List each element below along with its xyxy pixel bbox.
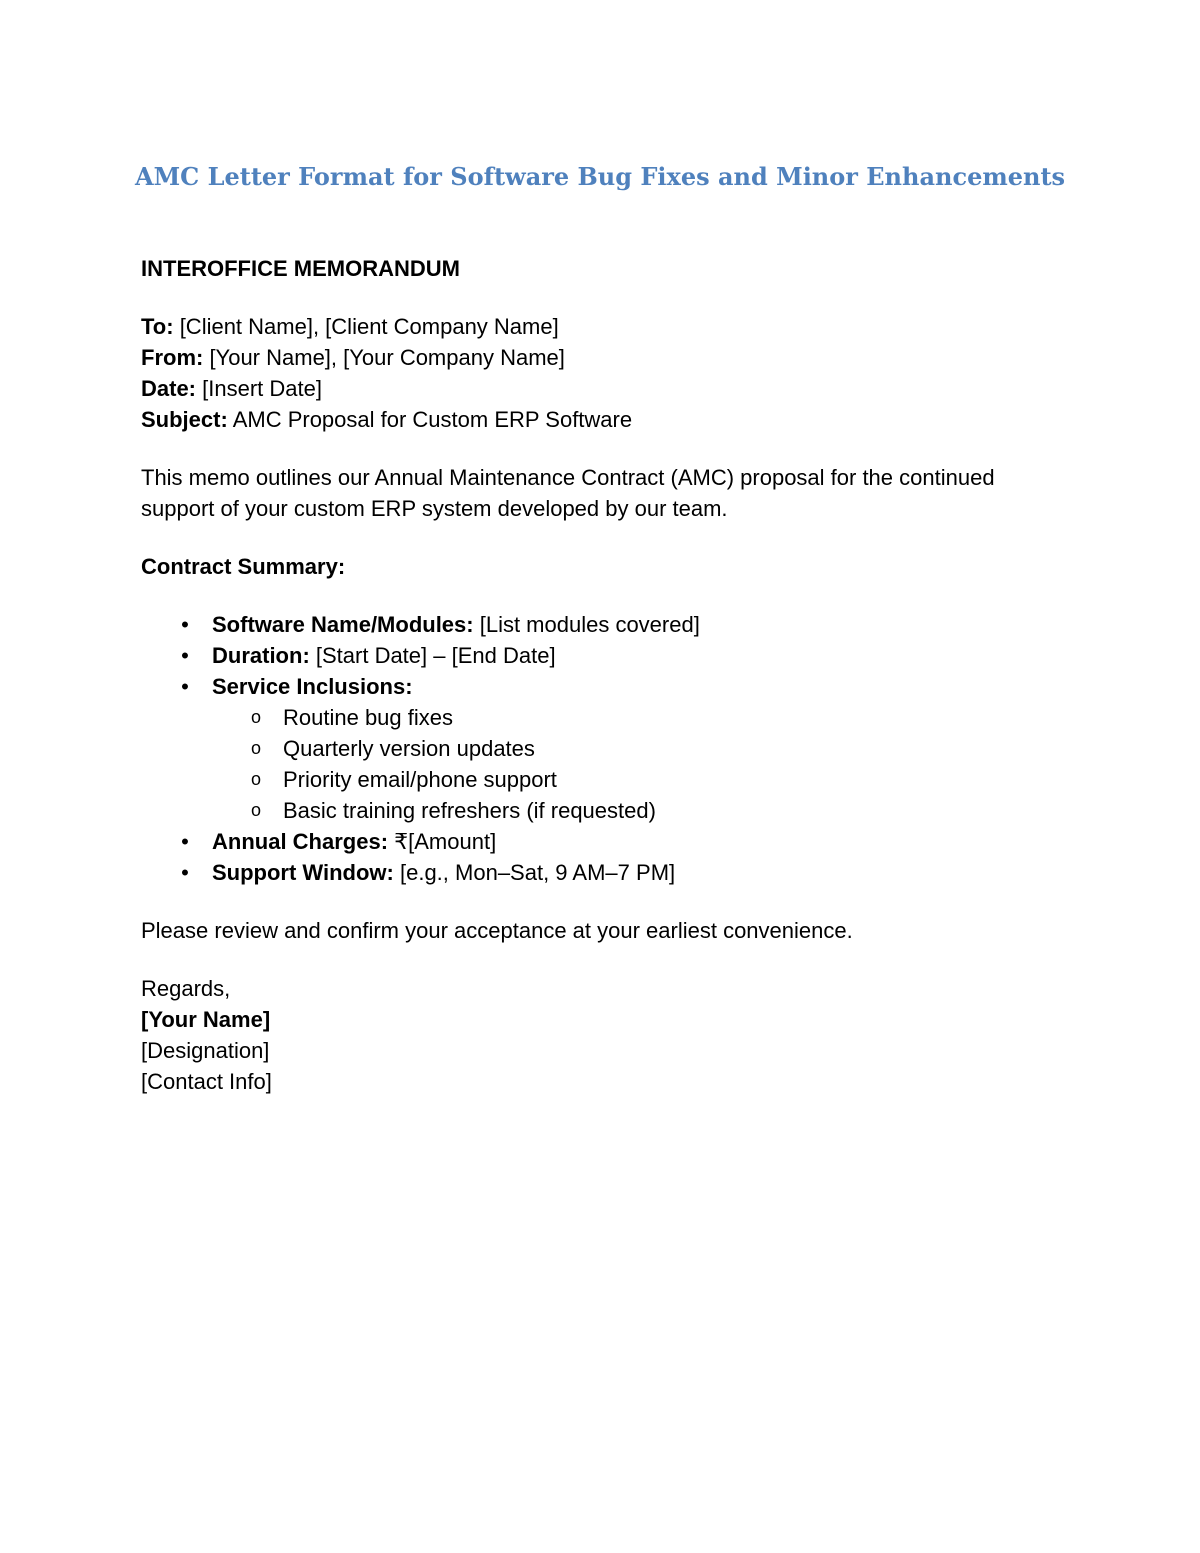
item-label: Software Name/Modules: [212, 612, 474, 637]
item-value: [e.g., Mon–Sat, 9 AM–7 PM] [393, 860, 676, 885]
inclusion-item [212, 702, 1071, 733]
spacer [141, 888, 1071, 915]
bullet-icon: • [181, 674, 189, 699]
subject-label: Subject: [141, 407, 228, 432]
inclusion-item [212, 764, 1071, 795]
intro-paragraph-line-1: This memo outlines our Annual Maintenance Contract (AMC) proposal for the continued [141, 465, 995, 490]
bullet-icon: • [181, 643, 189, 668]
sub-bullet-icon: o [250, 769, 261, 789]
list-item-duration [141, 640, 1071, 671]
signature-block [141, 973, 1071, 1097]
bullet-icon: • [181, 829, 189, 854]
bullet-icon: • [181, 860, 189, 885]
list-item-support-window [141, 857, 1071, 888]
date-value: [Insert Date] [196, 376, 322, 401]
to-label: To: [141, 314, 174, 339]
memo-header-fields [141, 311, 1071, 435]
inclusion-text: Quarterly version updates [283, 736, 535, 761]
from-field [141, 342, 1071, 373]
service-inclusions-list [212, 702, 1071, 826]
signoff: Regards, [141, 976, 231, 1001]
sub-bullet-icon: o [250, 738, 261, 758]
spacer [141, 946, 1071, 973]
intro-paragraph-line-2: support of your custom ERP system developed by our team. [141, 496, 728, 521]
date-label: Date: [141, 376, 197, 401]
item-label: Duration: [212, 643, 310, 668]
list-item-annual-charges [141, 826, 1071, 857]
inclusion-item [212, 795, 1071, 826]
to-field [141, 311, 1071, 342]
subject-field [141, 404, 1071, 435]
inclusion-text: Priority email/phone support [283, 767, 557, 792]
sub-bullet-icon: o [250, 800, 261, 820]
to-value: [Client Name], [Client Company Name] [173, 314, 559, 339]
contract-summary-list [141, 609, 1071, 888]
from-value: [Your Name], [Your Company Name] [203, 345, 565, 370]
item-value: ₹[Amount] [388, 829, 497, 854]
item-value: [Start Date] – [End Date] [309, 643, 556, 668]
item-value: [List modules covered] [473, 612, 700, 637]
spacer [141, 435, 1071, 462]
memo-heading: INTEROFFICE MEMORANDUM [141, 256, 460, 281]
inclusion-text: Routine bug fixes [283, 705, 453, 730]
inclusion-item [212, 733, 1071, 764]
list-item-software-modules [141, 609, 1071, 640]
list-item-service-inclusions [141, 671, 1071, 826]
signer-designation: [Designation] [141, 1038, 270, 1063]
bullet-icon: • [181, 612, 189, 637]
item-label: Service Inclusions: [212, 674, 413, 699]
document-title: AMC Letter Format for Software Bug Fixes and Minor Enhancements [134, 162, 1066, 191]
date-field [141, 373, 1071, 404]
contract-summary-heading: Contract Summary: [141, 554, 346, 579]
signer-contact: [Contact Info] [141, 1069, 272, 1094]
item-label: Support Window: [212, 860, 394, 885]
inclusion-text: Basic training refreshers (if requested) [283, 798, 656, 823]
signer-name: [Your Name] [141, 1007, 271, 1032]
item-label: Annual Charges: [212, 829, 389, 854]
closing-request: Please review and confirm your acceptance at your earliest convenience. [141, 918, 853, 943]
memo-body [141, 253, 1071, 1097]
from-label: From: [141, 345, 204, 370]
spacer [141, 582, 1071, 609]
subject-value: AMC Proposal for Custom ERP Software [227, 407, 633, 432]
spacer [141, 524, 1071, 551]
spacer [141, 284, 1071, 311]
sub-bullet-icon: o [250, 707, 261, 727]
